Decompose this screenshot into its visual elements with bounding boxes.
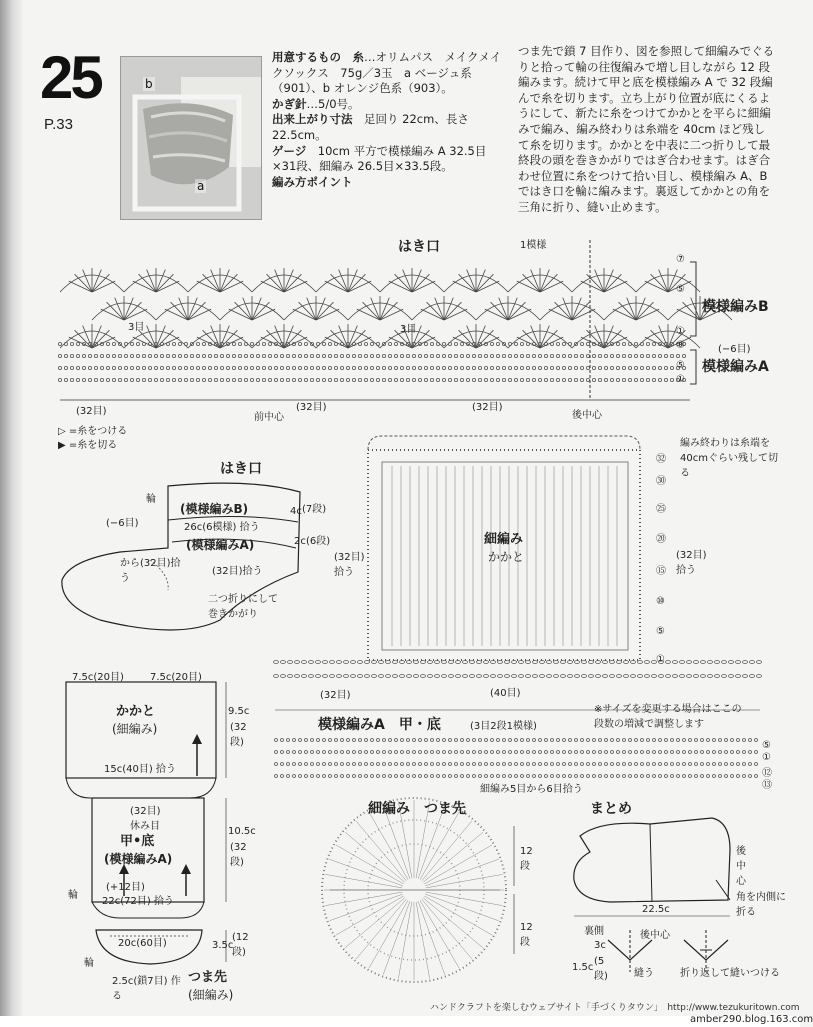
bottom-32-3: (32目)	[472, 402, 503, 413]
row-number: ⑦	[676, 254, 685, 265]
instep-rows: (32段)	[230, 842, 247, 868]
toe-rows-bottom: 12段	[520, 922, 533, 948]
row-number: ①	[656, 654, 665, 665]
heel-chart-subtitle: かかと	[488, 550, 525, 564]
row-number: ⑤	[762, 740, 771, 751]
sock-r7: (7段)	[302, 504, 327, 515]
heel-left-pick: (32目)拾う	[334, 552, 365, 578]
row-number: ⑤	[676, 360, 685, 371]
size-label: 出来上がり寸法	[272, 112, 353, 127]
size-text: 足回り 22cm、長さ 22.5cm。	[272, 112, 469, 142]
row-number: ⑤	[676, 284, 685, 295]
row-number: ⑮	[656, 566, 666, 577]
pattern-a-repeat: (3目2段1模様)	[470, 721, 537, 732]
toe-top: 20c(60目)	[118, 938, 167, 949]
yarn-text: …オリムパス メイクメイクソックス 75g／3玉 a ベージュ系（901）、b オレンジ色系（903）。	[272, 50, 502, 96]
row-number: ㉜	[656, 454, 666, 465]
legend-attach: ▷ =糸をつける	[58, 426, 128, 437]
toe-chain: 2.5c(鎖7目) 作る	[112, 976, 181, 1002]
row-number: ⑬	[762, 780, 772, 791]
row-number: ⑧	[676, 340, 685, 351]
three-st-mid: 3目	[400, 324, 417, 335]
sock-from32: から(32目)拾う	[120, 558, 181, 584]
point-label: 編み方ポイント	[272, 174, 353, 189]
row-number: ①	[762, 752, 771, 763]
row-number: ㉕	[656, 504, 666, 515]
toe-wa: 輪	[84, 958, 94, 969]
finish-title: まとめ	[590, 801, 632, 817]
finish-inside: 裏側	[584, 926, 604, 937]
pattern-a-bracket	[690, 350, 696, 384]
gauge-text: 10cm 平方で模様編み A 32.5目×31段、細編み 26.5目×33.5段。	[272, 143, 487, 174]
heel-bottom-40: (40目)	[490, 688, 521, 699]
heel-part-name: かかと	[116, 704, 156, 719]
back-center-label: 後中心	[572, 410, 602, 421]
minus6-top: (−6目)	[718, 344, 751, 355]
heel-part-bottom: 15c(40目) 拾う	[104, 764, 176, 775]
finish-r5: (5段)	[594, 956, 608, 982]
finish-length: 22.5c	[642, 904, 670, 915]
toe-rows: (12段)	[232, 932, 249, 958]
heel-top-right: 7.5c(20目)	[150, 672, 202, 683]
sock-pat-a: (模様編みA)	[186, 538, 255, 552]
pattern-b-chart	[60, 268, 732, 348]
finish-back-center: 後中心	[736, 846, 746, 887]
sock-pat-b: (模様編みB)	[180, 502, 249, 516]
finish-fold-sew: 折り返して縫いつける	[680, 968, 780, 979]
instep-pick22: 22c(72目) 拾う	[102, 896, 174, 907]
heel-part-stitch: (細編み)	[112, 722, 158, 736]
heel-top-left: 7.5c(20目)	[72, 672, 124, 683]
bottom-32-1: (32目)	[76, 406, 107, 417]
sock-h4c: 4c	[290, 506, 302, 517]
footer-credit: ハンドクラフトを楽しむウェブサイト「手づくりタウン」 http://www.tezukuritown.com	[430, 1003, 800, 1013]
hook-label: かぎ針	[272, 96, 307, 111]
heel-chart-title: 細編み	[484, 532, 524, 547]
front-center-label: 前中心	[254, 412, 284, 423]
instep-name: 甲•底	[120, 834, 155, 849]
hook-text: …5/0号。	[306, 96, 360, 111]
finish-sew: 縫う	[634, 968, 654, 979]
row-number: ⑳	[656, 534, 666, 545]
heel-part-rows: (32段)	[230, 722, 247, 748]
three-st-left: 3目	[128, 322, 145, 333]
photo-label-a: a	[197, 179, 205, 193]
heel-part-h: 9.5c	[228, 706, 250, 717]
sock-fold: 二つ折りにして巻きかがり	[208, 594, 278, 620]
finish-h3c: 3c	[594, 940, 606, 951]
sock-h2c: 2c	[294, 536, 306, 547]
pattern-a-title: 模様編みA 甲・底	[318, 717, 441, 733]
toe-name: つま先	[188, 970, 228, 985]
pattern-a-chart-top	[58, 342, 685, 381]
heel-bottom-32: (32目)	[320, 690, 351, 701]
one-pattern-label: 1模様	[520, 240, 547, 251]
top-chart-title: はき口	[398, 239, 440, 255]
toe-stitch: (細編み)	[188, 988, 234, 1002]
point-text: つま先で鎖 7 目作り、図を参照して細編みでぐるりと拾って輪の往復編みで増し目しながら 12 段編みます。続けて甲と底を模様編み A で 32 段編んで糸を切ります。立ち上がり位置が底にくるようにして、新たに糸をつけてかかとを平らに細編みで編み、編み終わりは糸端を 40cm ほど残して糸を切ります。かかとを中表に二つ折りして最終段の頭を巻きかがりではぎ合わせます。はぎ合わせ位置に糸をつけて拾い目し、模様編み A、B ではき口を輪に編みます。裏返してかかとの角を三角に折り、縫い止めます。	[518, 44, 775, 214]
instep-rest: (32目)休み目	[130, 806, 161, 832]
sock-top-title: はき口	[220, 461, 262, 477]
yarn-label: 用意するもの 糸	[272, 50, 364, 64]
finish-fold-corner: 角を内側に折る	[736, 892, 786, 918]
photo-label-b: b	[145, 77, 153, 91]
row-number: ⑫	[762, 768, 772, 779]
sock-minus6: (−6目)	[106, 518, 139, 529]
finish-back-center2: 後中心	[640, 930, 670, 941]
instep-wa: 輪	[68, 890, 78, 901]
source-url: amber290.blog.163.com	[690, 1014, 813, 1025]
sock-rib-label: 輪	[146, 494, 156, 505]
pattern-a-sc-inc: 細編み5目から6目拾う	[480, 784, 583, 795]
heel-right-pick: (32目)拾う	[676, 550, 707, 576]
pattern-b-label: 模様編みB	[702, 299, 769, 315]
sock-pick26: 26c(6模様) 拾う	[184, 522, 260, 533]
row-number: ⑩	[656, 596, 665, 607]
heel-end-note: 編み終わりは糸端を40cmぐらい残して切る	[680, 438, 778, 479]
sock-r6: (6段)	[306, 536, 331, 547]
page-reference: P.33	[44, 116, 73, 133]
row-number: ㉚	[656, 476, 666, 487]
bottom-32-2: (32目)	[296, 402, 327, 413]
instep-h: 10.5c	[228, 826, 256, 837]
toe-chart-title: 細編み つま先	[368, 801, 466, 817]
row-number: ⑤	[656, 626, 665, 637]
toe-rows-top: 12段	[520, 846, 533, 872]
pattern-a-note: ※サイズを変更する場合はここの段数の増減で調整します	[594, 704, 742, 730]
toe-h: 3.5c	[212, 940, 234, 951]
sock-to32: (32目)拾う	[212, 566, 263, 577]
page-number: 25	[40, 44, 101, 111]
pattern-a-label: 模様編みA	[702, 359, 769, 375]
finish-w15: 1.5c	[572, 962, 594, 973]
instep-stitch: (模様編みA)	[104, 852, 173, 866]
row-number: ①	[676, 374, 685, 385]
gauge-label: ゲージ	[272, 143, 307, 158]
instep-plus12: (+12目)	[106, 882, 145, 893]
row-number: ①	[676, 326, 685, 337]
legend-cut: ▶ =糸を切る	[58, 440, 118, 451]
url-bar	[0, 1016, 800, 1027]
